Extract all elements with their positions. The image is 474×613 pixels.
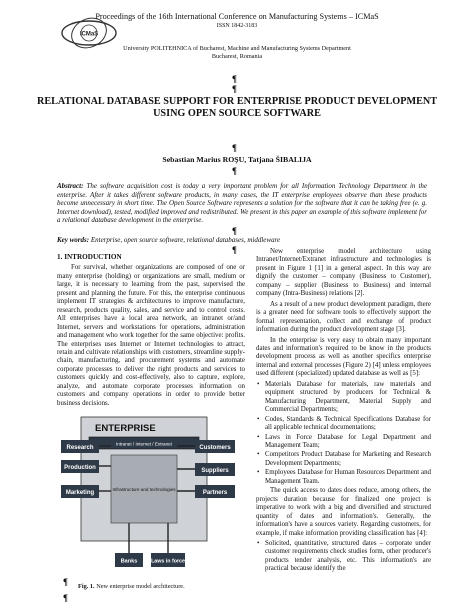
right-boxes	[195, 440, 235, 498]
pilcrow: ¶	[232, 74, 237, 84]
list-item: • Solicited, quantitative, structured dates – corporate under customer requirements check studies form, other producer's products tender analysis, etc. This information's are practical because identify the	[256, 540, 431, 574]
info-source-list	[256, 540, 431, 574]
list-item: • Employees Database for Human Resources Department and Management Team.	[256, 469, 431, 486]
list-item: • Materials Database for materials, raw materials and equipment structured by producers for Technical & Manufacturing Department, Material Supply and Commercial Departments;	[256, 381, 431, 415]
marketing-label: Marketing	[65, 490, 95, 496]
keywords	[57, 236, 427, 245]
university-line: University POLITEHNICA of Bucharest, Machine and Manufacturing Systems Department	[123, 45, 351, 52]
figure-caption	[78, 583, 248, 590]
pilcrow: ¶	[232, 143, 237, 153]
research-label: Research	[66, 445, 94, 451]
paper-title: RELATIONAL DATABASE SUPPORT FOR ENTERPRISE PRODUCT DEVELOPMENT USING OPEN SOURCE SOFTWARE	[36, 96, 438, 119]
bottom-boxes	[115, 553, 185, 567]
customers-label: Customers	[199, 445, 231, 451]
pilcrow: ¶	[232, 245, 237, 255]
intro-paragraph: For survival, whether organizations are composed of one or many enterprise (holding) or organizations are small, medium or large, it is necessary to learning from the past, supervised the present and planning the future. For this, the enterprise continuous implement IT strategies & architectures to improve manufacture, research, products quality, sales, and service and to control costs. All enterprises have a local area network, an intranet or/and Internet, servers and workstations for operations, administration and management who work together for the same objective: profits. The enterprises uses Internet or Internet technologies to attract, retain and cultivate relationships with customers, streamline supply-chain, manufacturing, and procurement systems and automate corporate processes to deliver the right products and services to customers quickly and cost-effectively, also to capture, explore, analyze, and automate corporate processes information on customers and company operations in order to provide better business decisions.	[57, 264, 245, 407]
enterprise-architecture-figure	[57, 415, 239, 577]
pilcrow: ¶	[232, 166, 237, 176]
keywords-text: Enterprise, open source software, relational databases, middleware	[90, 236, 281, 244]
list-item: • Codes, Standards & Technical Specifications Database for all applicable technical documentations;	[256, 416, 431, 433]
conference-name: Proceedings of the 16th International Conference on Manufacturing Systems – ICMaS	[95, 12, 379, 21]
network-bar-label: Intranet / Internet / Extranet	[116, 441, 172, 447]
right-paragraph-3: In the enterprise is very easy to obtain many important dates and information's required to be know in the products development process as well as another specifics enterprise internal and external processes (Figure 2) [4] unless employees used different (specialized) updated database as well as [5]:	[256, 336, 431, 378]
paper-authors: Sebastian Marius ROŞU, Tatjana ŠIBALIJA	[162, 155, 312, 164]
city-line: Bucharest, Romania	[211, 53, 263, 60]
suppliers-label: Suppliers	[201, 468, 229, 474]
left-boxes	[61, 440, 99, 498]
figure-caption-text: New enterprise model architecture.	[96, 583, 185, 590]
banks-label: Banks	[120, 558, 138, 565]
keywords-label: Key words:	[57, 236, 90, 244]
infrastructure-label: Infrastructure and technologies	[112, 487, 176, 492]
database-list	[256, 381, 431, 486]
pilcrow: ¶	[63, 593, 68, 603]
right-paragraph-1: New enterprise model architecture using Intranet/Internet/Extranet infrastructure and technologies is present in Figure 1 [1] in a general aspect. In this way are dignify the customer – company (Business to Customer), company – supplier (Business to Business) and internal company (Intra-Business) relations [2].	[256, 248, 431, 298]
right-paragraph-4: The quick access to dates does reduce, among others, the projects duration because for finalized one project is imperative to work with a big and diversified and structured quantity of dates and information's. Generally, the information's have a sources variety. Regarding customers, for example, if make information providing classification has [4]:	[256, 487, 431, 537]
abstract-text: The software acquisition cost is today a very important problem for all Information Technology Department in the enterprise. After it takes different software products, in many cases, the IT enterprise employees observe than these products become unnecessary in short time. The Open Source Software represents a solution for the software that it can be taking free (e. g. Internet download), tested, modified improved and redistributed. We present in this paper an example of this software implement for a relational database development in the enterprise.	[57, 182, 427, 225]
issn: ISSN 1842-3183	[216, 23, 258, 29]
right-column	[256, 248, 431, 575]
abstract-label: Abstract:	[57, 182, 84, 190]
right-paragraph-2: As a result of a new product development paradigm, there is a greater need for software tools to effectively support the formal representation, collect and exchange of product information during the product development stage [3].	[256, 300, 431, 334]
conference-header	[0, 12, 474, 61]
section-heading: 1. INTRODUCTION	[57, 253, 122, 261]
figure-caption-label: Fig. 1.	[78, 583, 95, 590]
list-item: • Competitors Product Database for Marketing and Research Development Departments;	[256, 451, 431, 468]
left-column	[57, 253, 245, 410]
abstract	[57, 182, 427, 225]
logo-text: ICMaS	[79, 31, 99, 38]
production-label: Production	[64, 465, 96, 471]
pilcrow: ¶	[63, 577, 68, 587]
list-item: • Laws in Force Database for Legal Department and Management Team;	[256, 434, 431, 451]
partners-label: Partners	[202, 490, 228, 496]
pilcrow: ¶	[232, 84, 237, 94]
pilcrow: ¶	[232, 226, 237, 236]
laws-label: Laws in force	[151, 558, 185, 565]
figure-title: ENTERPRISE	[95, 423, 156, 434]
